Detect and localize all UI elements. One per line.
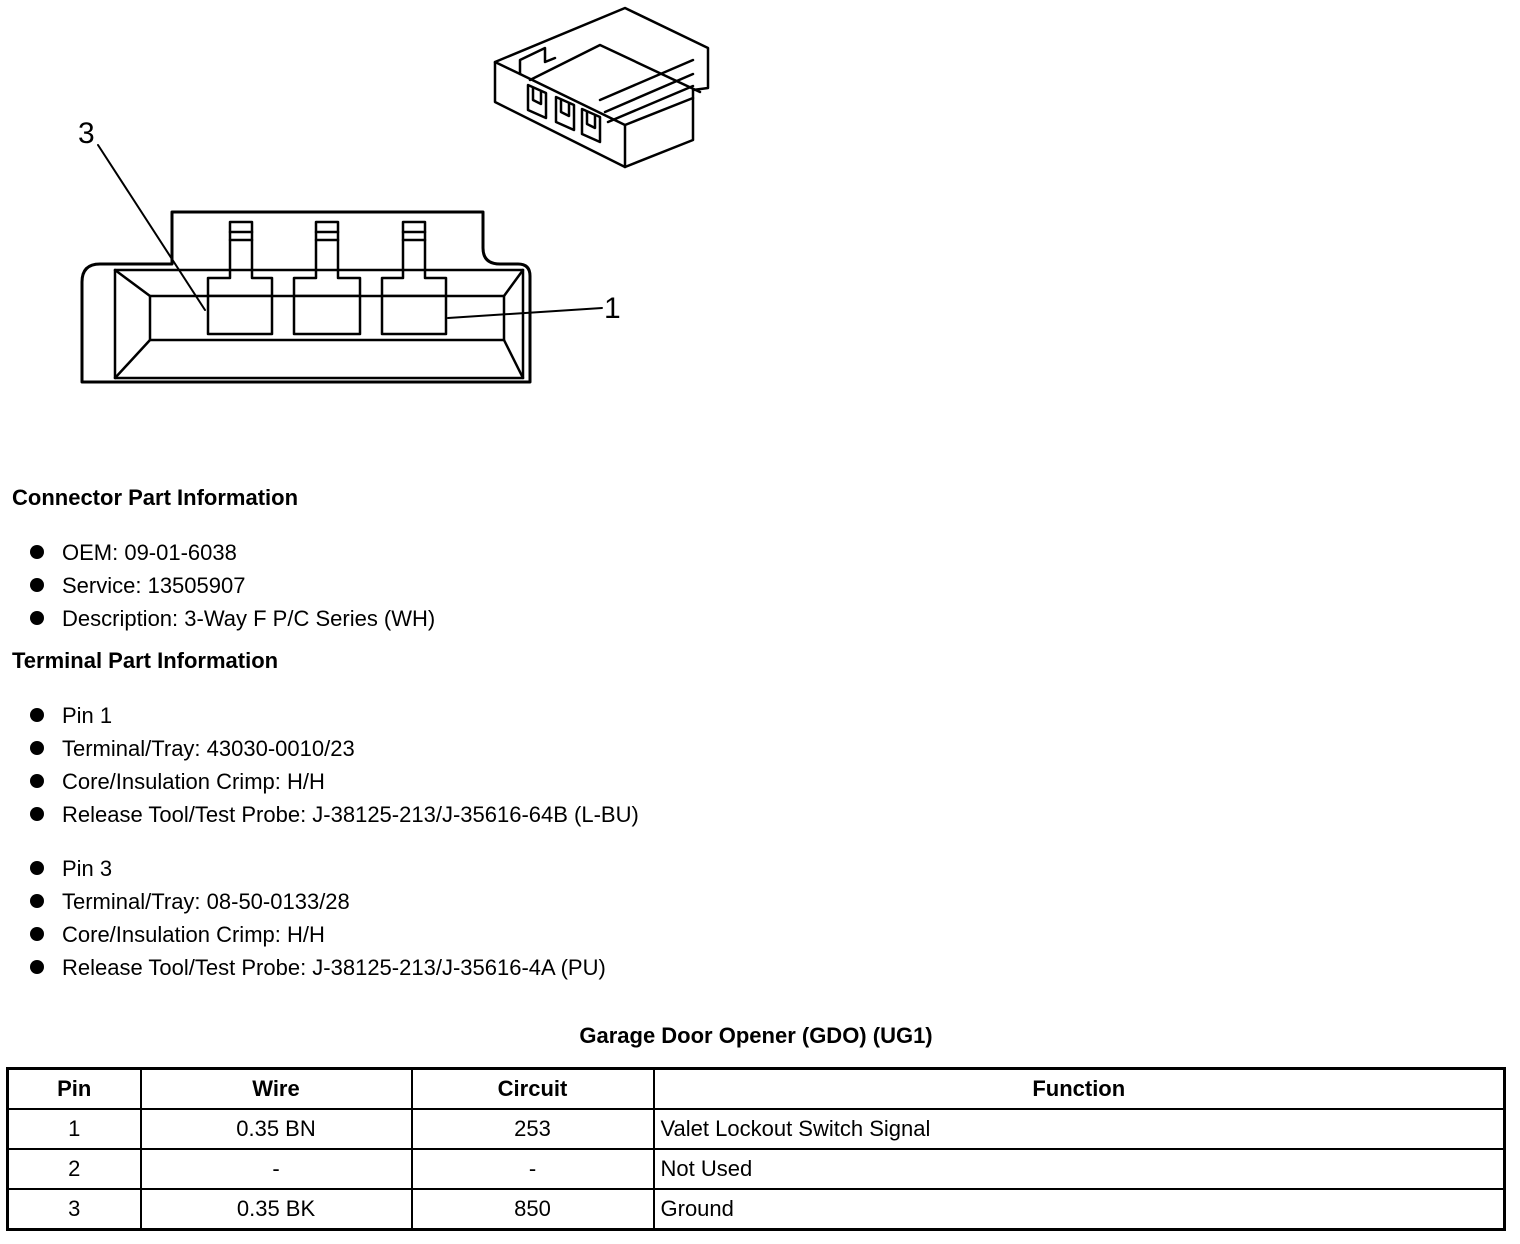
cell-function: Valet Lockout Switch Signal [654,1109,1505,1149]
bullet-icon [30,578,44,592]
bullet-icon [30,861,44,875]
callout-leader-pin-1 [448,308,602,318]
list-item: Description: 3-Way F P/C Series (WH) [28,602,435,635]
list-item: Pin 3 [28,852,606,885]
column-header-pin: Pin [8,1069,141,1110]
table-header-row [8,1069,1505,1110]
connector-info-list [28,536,435,635]
connector-info-heading: Connector Part Information [12,485,299,510]
list-item: Release Tool/Test Probe: J-38125-213/J-35616-64B (L-BU) [28,798,639,831]
cell-wire: 0.35 BN [141,1109,412,1149]
bullet-icon [30,611,44,625]
table-row [8,1189,1505,1230]
bullet-icon [30,545,44,559]
column-header-circuit: Circuit [412,1069,654,1110]
cell-function: Ground [654,1189,1505,1230]
bullet-icon [30,807,44,821]
bullet-icon [30,894,44,908]
bullet-icon [30,774,44,788]
cell-pin: 3 [8,1189,141,1230]
callout-label-pin-3: 3 [78,117,95,150]
list-item: Core/Insulation Crimp: H/H [28,918,606,951]
pinout-table [6,1067,1506,1231]
terminal-info-list-pin-1 [28,699,639,831]
connector-isometric-view [495,8,708,167]
list-item: Terminal/Tray: 43030-0010/23 [28,732,639,765]
bullet-icon [30,708,44,722]
cell-circuit: 253 [412,1109,654,1149]
cell-circuit: 850 [412,1189,654,1230]
terminal-info-list-pin-3 [28,852,606,984]
column-header-wire: Wire [141,1069,412,1110]
bullet-icon [30,741,44,755]
list-item: Service: 13505907 [28,569,435,602]
cell-wire: - [141,1149,412,1189]
list-item: Release Tool/Test Probe: J-38125-213/J-35616-4A (PU) [28,951,606,984]
list-item: Pin 1 [28,699,639,732]
terminal-info-heading: Terminal Part Information [12,648,279,673]
cell-function: Not Used [654,1149,1505,1189]
list-item: OEM: 09-01-6038 [28,536,435,569]
list-item: Core/Insulation Crimp: H/H [28,765,639,798]
table-row [8,1109,1505,1149]
bullet-icon [30,960,44,974]
cell-circuit: - [412,1149,654,1189]
callout-label-pin-1: 1 [604,292,621,325]
bullet-icon [30,927,44,941]
cell-pin: 2 [8,1149,141,1189]
cell-pin: 1 [8,1109,141,1149]
column-header-function: Function [654,1069,1505,1110]
connector-diagram [0,0,760,420]
table-row [8,1149,1505,1189]
list-item: Terminal/Tray: 08-50-0133/28 [28,885,606,918]
connector-front-view [82,212,530,382]
table-title: Garage Door Opener (GDO) (UG1) [579,1023,933,1048]
cell-wire: 0.35 BK [141,1189,412,1230]
